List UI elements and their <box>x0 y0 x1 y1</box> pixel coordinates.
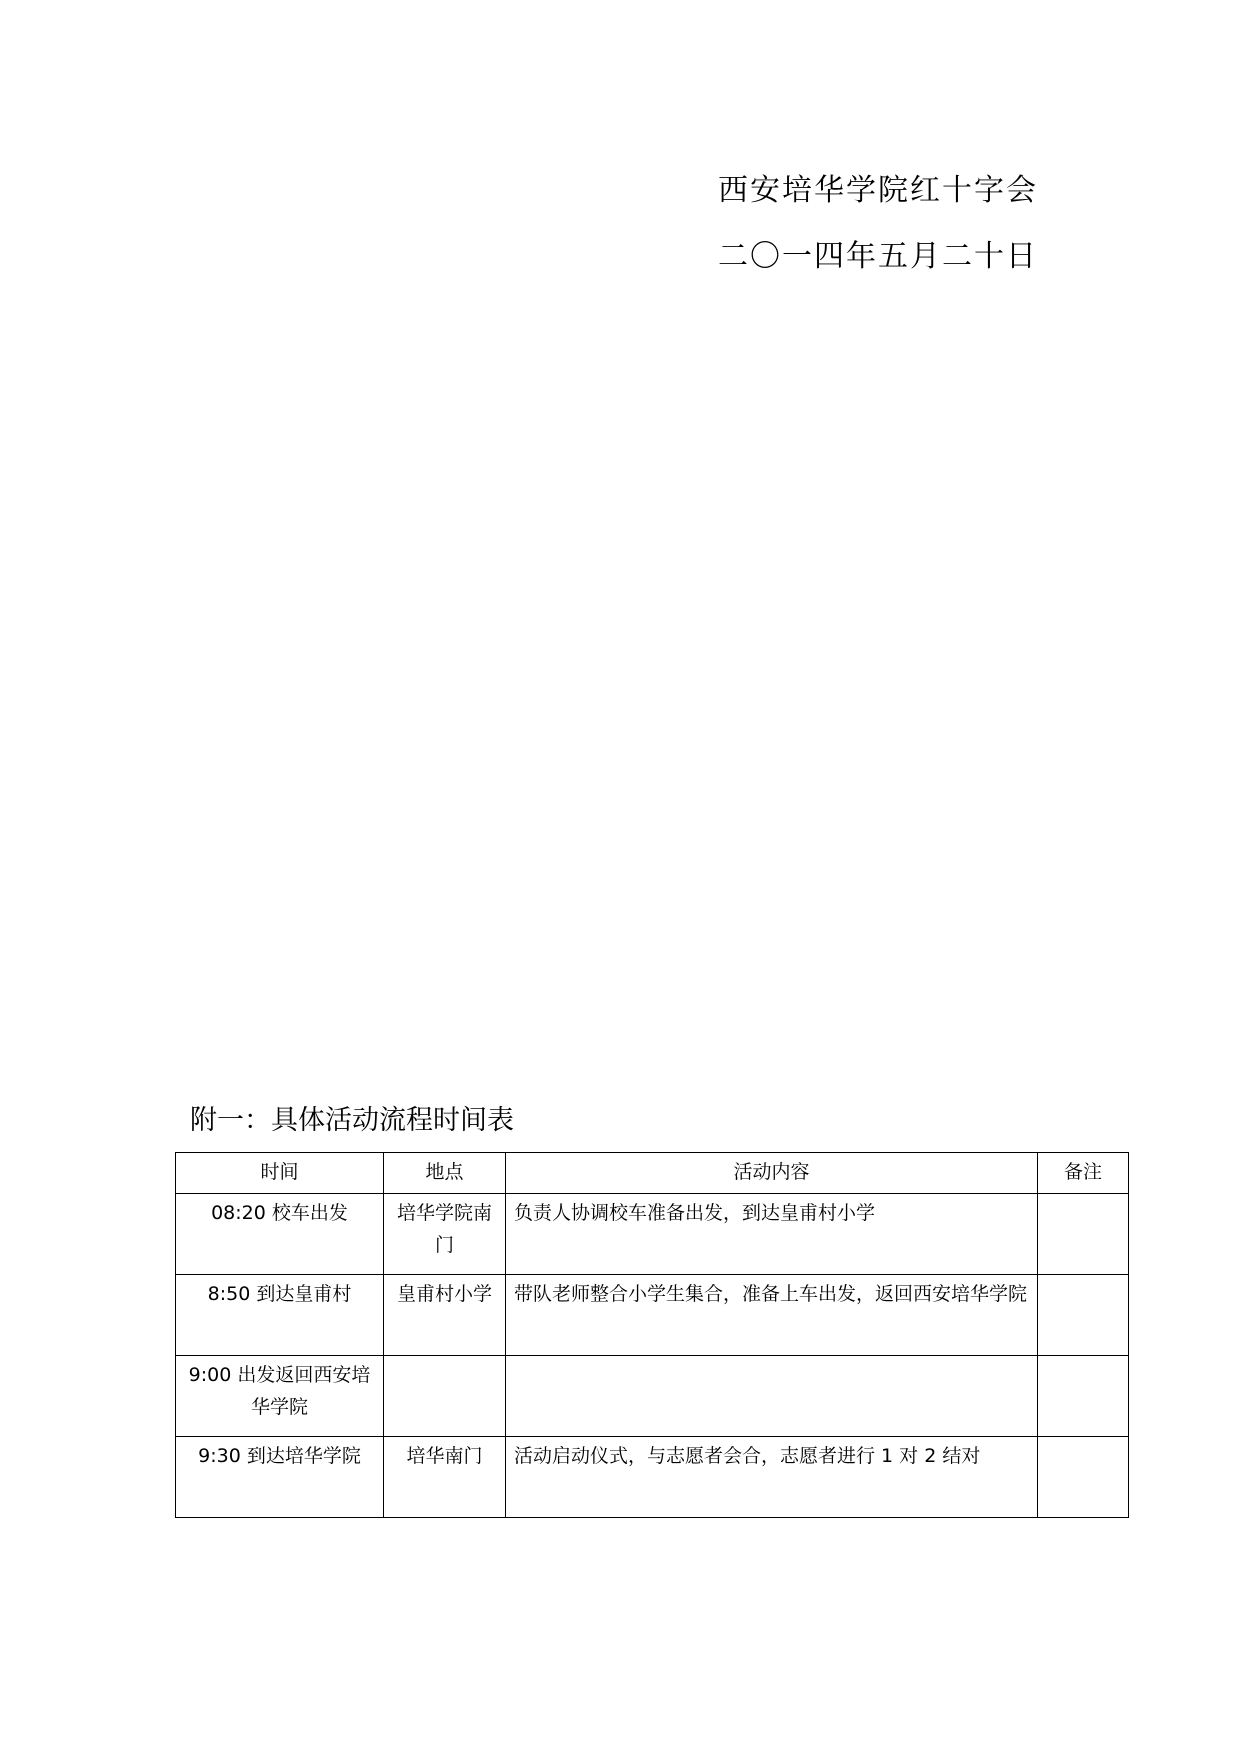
cell-note <box>1038 1194 1129 1275</box>
cell-time: 9:30 到达培华学院 <box>176 1437 384 1518</box>
column-header-content: 活动内容 <box>506 1153 1038 1194</box>
cell-content: 负责人协调校车准备出发，到达皇甫村小学 <box>506 1194 1038 1275</box>
cell-place: 培华学院南门 <box>384 1194 506 1275</box>
table-row <box>176 1194 1129 1275</box>
table-header-row <box>176 1153 1129 1194</box>
cell-place: 培华南门 <box>384 1437 506 1518</box>
cell-note <box>1038 1356 1129 1437</box>
cell-note <box>1038 1275 1129 1356</box>
appendix-title: 附一：具体活动流程时间表 <box>190 1105 514 1136</box>
column-header-place: 地点 <box>384 1153 506 1194</box>
table-row <box>176 1275 1129 1356</box>
column-header-time: 时间 <box>176 1153 384 1194</box>
cell-time: 9:00 出发返回西安培华学院 <box>176 1356 384 1437</box>
cell-time: 8:50 到达皇甫村 <box>176 1275 384 1356</box>
cell-content: 带队老师整合小学生集合，准备上车出发，返回西安培华学院 <box>506 1275 1038 1356</box>
cell-place: 皇甫村小学 <box>384 1275 506 1356</box>
schedule-table <box>175 1152 1129 1518</box>
table-row <box>176 1356 1129 1437</box>
signature-date: 二〇一四年五月二十日 <box>718 239 1038 274</box>
signature-organization: 西安培华学院红十字会 <box>718 173 1038 208</box>
cell-content <box>506 1356 1038 1437</box>
cell-content: 活动启动仪式，与志愿者会合，志愿者进行 1 对 2 结对 <box>506 1437 1038 1518</box>
table-row <box>176 1437 1129 1518</box>
cell-place <box>384 1356 506 1437</box>
signature-block <box>718 158 1038 290</box>
column-header-note: 备注 <box>1038 1153 1129 1194</box>
cell-note <box>1038 1437 1129 1518</box>
cell-time: 08:20 校车出发 <box>176 1194 384 1275</box>
